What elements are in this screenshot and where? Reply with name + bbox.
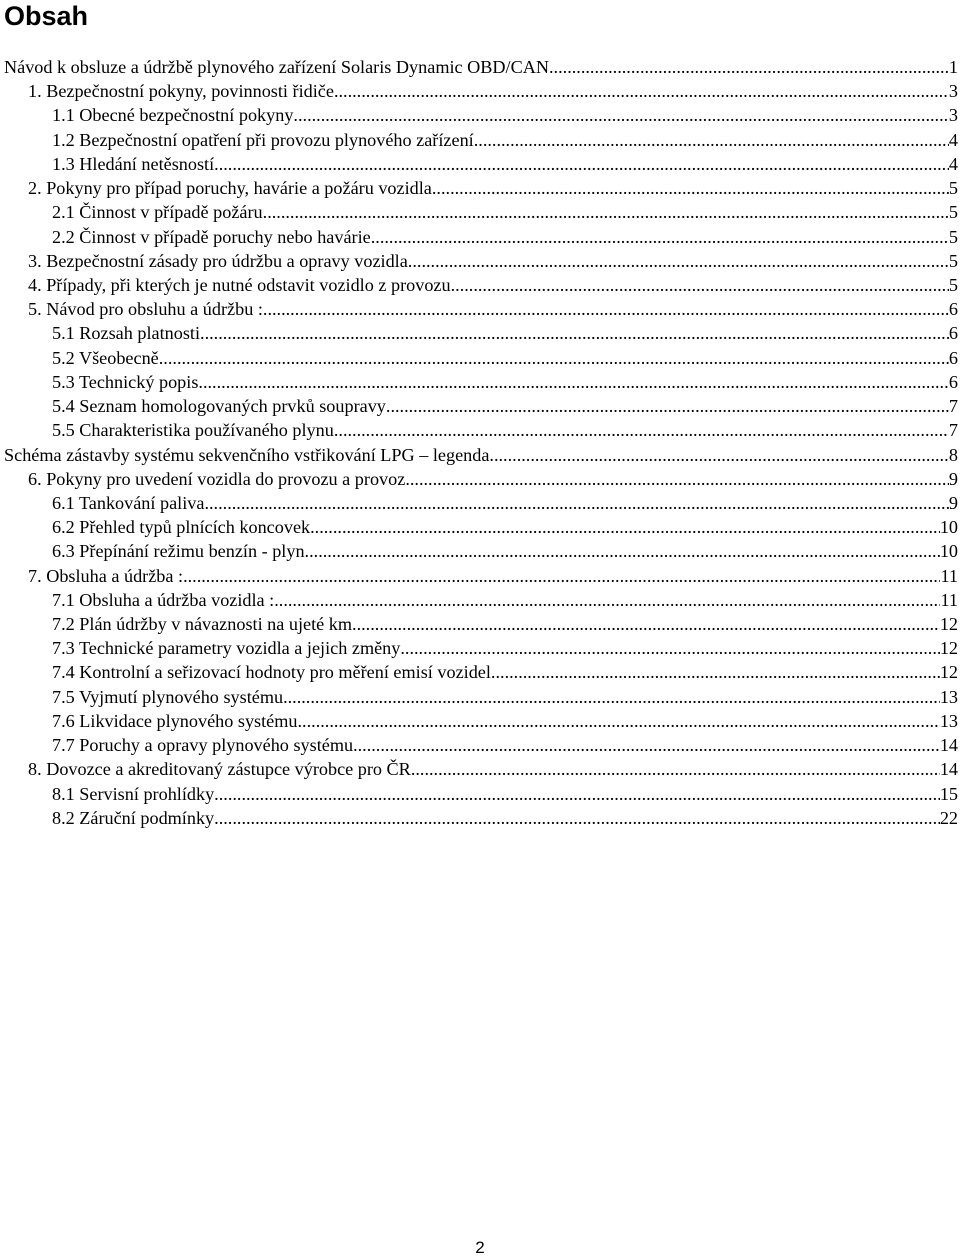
toc-entry-page: 6 — [948, 371, 958, 392]
toc-entry-page: 12 — [939, 662, 958, 683]
toc-entry[interactable] — [4, 685, 958, 709]
toc-entry[interactable] — [4, 321, 958, 345]
toc-entry-title: 7. Obsluha a údržba : — [28, 565, 184, 586]
toc-entry[interactable] — [4, 588, 958, 612]
toc-entry-page: 11 — [940, 589, 958, 610]
toc-entry-title: 6. Pokyny pro uvedení vozidla do provozu a provoz — [28, 468, 406, 489]
dot-leader — [298, 709, 940, 733]
toc-entry[interactable] — [4, 806, 958, 830]
toc-entry-title: 7.7 Poruchy a opravy plynového systému — [52, 735, 354, 756]
toc-entry-page: 5 — [948, 226, 958, 247]
toc-entry-page: 1 — [948, 57, 958, 77]
toc-entry-page: 8 — [948, 444, 958, 465]
toc-entry-title: 1.3 Hledání netěsností — [52, 153, 215, 174]
toc-entry[interactable] — [4, 225, 958, 249]
dot-leader — [293, 103, 948, 127]
dot-leader — [491, 660, 940, 684]
toc-entry[interactable] — [4, 733, 958, 757]
toc-entry-page: 3 — [948, 105, 958, 126]
toc-entry-title: 1.1 Obecné bezpečnostní pokyny — [52, 105, 294, 126]
dot-leader — [214, 782, 940, 806]
dot-leader — [451, 273, 949, 297]
toc-entry-page: 10 — [939, 541, 958, 562]
toc-entry-page: 10 — [939, 517, 958, 538]
toc-entry-title: 2.2 Činnost v případě poruchy nebo havárie — [52, 226, 371, 247]
dot-leader — [183, 564, 940, 588]
toc-entry[interactable] — [4, 273, 958, 297]
toc-entry-page: 9 — [948, 492, 958, 513]
toc-entry-page: 9 — [948, 468, 958, 489]
dot-leader — [204, 491, 948, 515]
toc-entry-title: Schéma zástavby systému sekvenčního vstřikování LPG – legenda — [4, 444, 490, 465]
toc-entry-title: 8. Dovozce a akreditovaný zástupce výrobce pro ČR — [28, 759, 411, 780]
toc-entry-page: 7 — [948, 396, 958, 417]
toc-entry-title: 2. Pokyny pro případ poruchy, havárie a požáru vozidla — [28, 178, 432, 199]
dot-leader — [263, 200, 949, 224]
toc-entry[interactable] — [4, 418, 958, 442]
toc-entry[interactable] — [4, 467, 958, 491]
dot-leader — [353, 733, 940, 757]
dot-leader — [549, 55, 949, 79]
toc-entry[interactable] — [4, 660, 958, 684]
toc-entry-title: 8.1 Servisní prohlídky — [52, 783, 215, 804]
dot-leader — [263, 297, 949, 321]
table-of-contents — [4, 55, 958, 830]
dot-leader — [159, 346, 949, 370]
toc-entry-title: Návod k obsluze a údržbě plynového zařízení Solaris Dynamic OBD/CAN — [4, 57, 549, 77]
dot-leader — [274, 588, 940, 612]
toc-entry-page: 3 — [948, 81, 958, 102]
toc-entry[interactable] — [4, 757, 958, 781]
toc-entry-title: 3. Bezpečnostní zásady pro údržbu a opravy vozidla — [28, 250, 408, 271]
toc-entry[interactable] — [4, 55, 958, 79]
dot-leader — [400, 636, 939, 660]
toc-entry[interactable] — [4, 515, 958, 539]
toc-entry-title: 6.2 Přehled typů plnících koncovek — [52, 517, 311, 538]
dot-leader — [371, 225, 949, 249]
toc-entry-page: 4 — [948, 129, 958, 150]
toc-entry-page: 5 — [948, 178, 958, 199]
toc-entry-page: 14 — [939, 759, 958, 780]
toc-entry-title: 5.2 Všeobecně — [52, 347, 159, 368]
toc-entry[interactable] — [4, 103, 958, 127]
page-title: Obsah — [4, 1, 89, 31]
toc-entry-page: 12 — [939, 638, 958, 659]
toc-entry-title: 7.3 Technické parametry vozidla a jejich změny — [52, 638, 401, 659]
toc-entry-title: 8.2 Záruční podmínky — [52, 807, 215, 828]
toc-entry-page: 5 — [948, 250, 958, 271]
toc-entry-title: 6.1 Tankování paliva — [52, 492, 205, 513]
toc-entry-title: 1.2 Bezpečnostní opatření při provozu plynového zařízení — [52, 129, 474, 150]
dot-leader — [432, 176, 949, 200]
toc-entry-page: 7 — [948, 420, 958, 441]
dot-leader — [334, 418, 949, 442]
toc-entry[interactable] — [4, 612, 958, 636]
dot-leader — [200, 321, 949, 345]
toc-entry[interactable] — [4, 128, 958, 152]
toc-entry[interactable] — [4, 346, 958, 370]
dot-leader — [474, 128, 949, 152]
toc-entry-page: 15 — [939, 783, 958, 804]
toc-entry[interactable] — [4, 443, 958, 467]
dot-leader — [283, 685, 940, 709]
dot-leader — [411, 757, 940, 781]
toc-entry[interactable] — [4, 176, 958, 200]
toc-entry-title: 5. Návod pro obsluhu a údržbu : — [28, 299, 263, 320]
toc-entry-page: 6 — [948, 323, 958, 344]
toc-entry-title: 7.4 Kontrolní a seřizovací hodnoty pro měření emisí vozidel — [52, 662, 491, 683]
toc-entry-page: 6 — [948, 347, 958, 368]
dot-leader — [214, 806, 940, 830]
dot-leader — [334, 79, 949, 103]
dot-leader — [408, 249, 949, 273]
toc-entry[interactable] — [4, 200, 958, 224]
toc-entry-title: 7.2 Plán údržby v návaznosti na ujeté km — [52, 614, 353, 635]
toc-entry[interactable] — [4, 636, 958, 660]
toc-entry-page: 12 — [939, 614, 958, 635]
toc-entry-page: 5 — [948, 274, 958, 295]
dot-leader — [352, 612, 940, 636]
dot-leader — [305, 539, 940, 563]
toc-entry-title: 7.6 Likvidace plynového systému — [52, 710, 298, 731]
toc-entry[interactable] — [4, 539, 958, 563]
page-number: 2 — [475, 1238, 485, 1257]
toc-entry-title: 5.1 Rozsah platnosti — [52, 323, 201, 344]
dot-leader — [405, 467, 949, 491]
toc-entry-title: 7.5 Vyjmutí plynového systému — [52, 686, 284, 707]
toc-entry-page: 22 — [939, 807, 958, 828]
toc-entry[interactable] — [4, 297, 958, 321]
dot-leader — [489, 443, 949, 467]
toc-entry-page: 6 — [948, 299, 958, 320]
toc-entry-title: 5.5 Charakteristika používaného plynu — [52, 420, 334, 441]
toc-entry-page: 4 — [948, 153, 958, 174]
toc-entry-title: 2.1 Činnost v případě požáru — [52, 202, 263, 223]
toc-entry-title: 5.4 Seznam homologovaných prvků soupravy — [52, 396, 386, 417]
toc-entry[interactable] — [4, 152, 958, 176]
toc-entry-page: 11 — [940, 565, 958, 586]
toc-entry[interactable] — [4, 370, 958, 394]
toc-entry[interactable] — [4, 249, 958, 273]
toc-entry-page: 5 — [948, 202, 958, 223]
toc-entry[interactable] — [4, 491, 958, 515]
toc-entry-page: 13 — [939, 686, 958, 707]
toc-entry-title: 6.3 Přepínání režimu benzín - plyn — [52, 541, 305, 562]
dot-leader — [198, 370, 949, 394]
toc-entry[interactable] — [4, 782, 958, 806]
toc-entry-title: 1. Bezpečnostní pokyny, povinnosti řidiče — [28, 81, 334, 102]
toc-entry[interactable] — [4, 394, 958, 418]
toc-entry[interactable] — [4, 564, 958, 588]
toc-entry-page: 13 — [939, 710, 958, 731]
dot-leader — [310, 515, 940, 539]
toc-entry[interactable] — [4, 79, 958, 103]
toc-entry-title: 4. Případy, při kterých je nutné odstavit vozidlo z provozu — [28, 274, 451, 295]
toc-entry-page: 14 — [939, 735, 958, 756]
toc-entry-title: 5.3 Technický popis — [52, 371, 199, 392]
dot-leader — [386, 394, 949, 418]
dot-leader — [214, 152, 949, 176]
toc-entry-title: 7.1 Obsluha a údržba vozidla : — [52, 589, 275, 610]
toc-entry[interactable] — [4, 709, 958, 733]
